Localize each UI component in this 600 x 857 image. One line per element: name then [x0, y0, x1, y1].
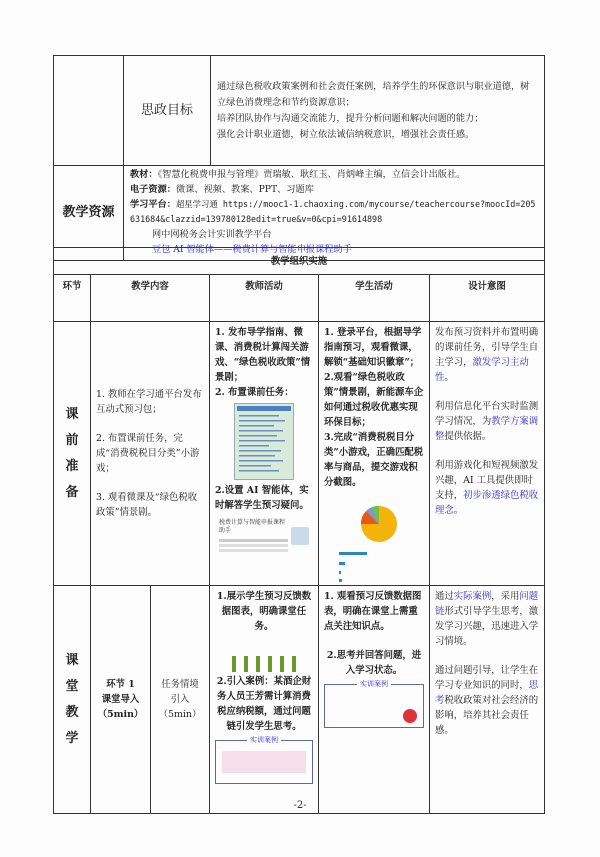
feedback-bar-chart	[215, 634, 313, 674]
platform-label: 学习平台：	[130, 199, 176, 210]
header-teacher: 教师活动	[210, 275, 319, 322]
header-design: 设计意图	[430, 275, 545, 322]
platform-link[interactable]: 超星学习通 https://mooc1-1.chaoxing.com/mycourse/teachercourse?moocId=205631684&clazzid=139780128edit=true&v=0&cpi=91614898	[130, 199, 536, 224]
textbook-text: 《智慧化税费申报与管理》贾瑞敏、耿红玉、肖炳峰主编，立信会计出版社。	[157, 169, 466, 180]
section-label: 环节 1 课堂导入 （5min）	[91, 586, 151, 814]
objectives-resources-table	[53, 55, 545, 261]
page-number: -2-	[293, 800, 307, 811]
teaching-organization-table	[53, 247, 545, 814]
in-class-teacher: 1.展示学生预习反馈数据图表，明确课堂任务。 2.引入案例：某酒企财务人员王芳需计算消费税应纳税额，通过问题链引发学生思考。 实训案例	[210, 586, 319, 814]
ideology-content	[211, 56, 545, 166]
ai-agent-link[interactable]: 豆包 AI 智能体——税费计算与智能申报课程助手	[152, 244, 352, 255]
game-score-pie-chart	[324, 492, 422, 582]
ideology-line: 强化会计职业道德，树立依法诚信纳税意识，增强社会责任感。	[217, 128, 475, 140]
section-title: 教学组织实施	[54, 248, 545, 275]
stage-pre-class: 课 前 准 备	[54, 322, 91, 586]
pre-class-content: 1. 教师在学习通平台发布互动式预习包； 2. 布置课前任务，完成“消费税税目分类”小游戏； 3. 观看微课及“绿色税收政策”情景剧。	[91, 322, 210, 586]
table-row-pre-class	[54, 322, 545, 586]
digital-label: 电子资源：	[130, 184, 176, 195]
table-row-in-class	[54, 586, 545, 814]
digital-text: 微课、视频、教案、PPT、习题库	[175, 184, 314, 195]
in-class-student: 1. 观看预习反馈数据图表，明确在课堂上需重点关注知识点。 2.思考并回答问题，进入学习状态。 实训案例	[319, 586, 430, 814]
pre-class-design: 发布预习资料并布置明确的课前任务，引导学生自主学习，激发学习主动性。 利用信息化平台实时监测学习情况，为教学方案调整提供依据。 利用游戏化和短视频激发兴趣，AI 工具提供即时支持，初步渗透绿色税收理念。	[430, 322, 545, 586]
header-student: 学生活动	[319, 275, 430, 322]
header-content: 教学内容	[91, 275, 210, 322]
ideology-line: 通过绿色税收政策案例和社会责任案例，培养学生的环保意识与职业道德，树立绿色消费理念和节约资源意识；	[217, 80, 530, 108]
ideology-line: 培养团队协作与沟通交流能力，提升分析问题和解决问题的能力；	[217, 112, 484, 124]
textbook-label: 教材：	[130, 169, 158, 180]
header-stage: 环节	[54, 275, 91, 322]
stage-in-class: 课 堂 教 学	[54, 586, 91, 814]
pre-class-student: 1. 登录平台，根据导学指南预习，观看微课，解锁“基础知识徽章”； 2.观看“绿色税收政策”情景剧，新能源车企如何通过税收优惠实现环保目标； 3.完成“消费税税目分类”小游戏，正确匹配税率与商品，提交游戏积分截图。	[319, 322, 430, 586]
ai-agent-card: 税费计算与智能申报课程助手	[215, 517, 313, 556]
task-label: 任务情境 引入 （5min）	[151, 586, 210, 814]
pre-class-teacher: 1. 发布导学指南、微课、消费税计算闯关游戏、“绿色税收政策”情景剧； 2. 布置课前任务： 2.设置 AI 智能体，实时解答学生预习疑问。 税费计算与智能申报课程助手	[210, 322, 319, 586]
ai-agent-avatar	[291, 527, 309, 545]
case-card: 实训案例	[215, 740, 313, 784]
case-card: 实训案例	[324, 684, 424, 728]
tax-icon	[403, 709, 417, 723]
platform2-text: 网中网税务会计实训教学平台	[152, 229, 272, 240]
ideology-label: 思政目标	[124, 56, 211, 166]
resources-label: 教学资源	[54, 166, 124, 261]
empty-cell	[54, 56, 124, 166]
task-screenshot-image	[234, 403, 294, 480]
in-class-design: 通过实际案例，采用问题链形式引导学生思考，激发学习兴趣，迅速进入学习情境。 通过问题引导，让学生在学习专业知识的同时，思考税收政策对社会经济的影响，培养其社会责任感。	[430, 586, 545, 814]
